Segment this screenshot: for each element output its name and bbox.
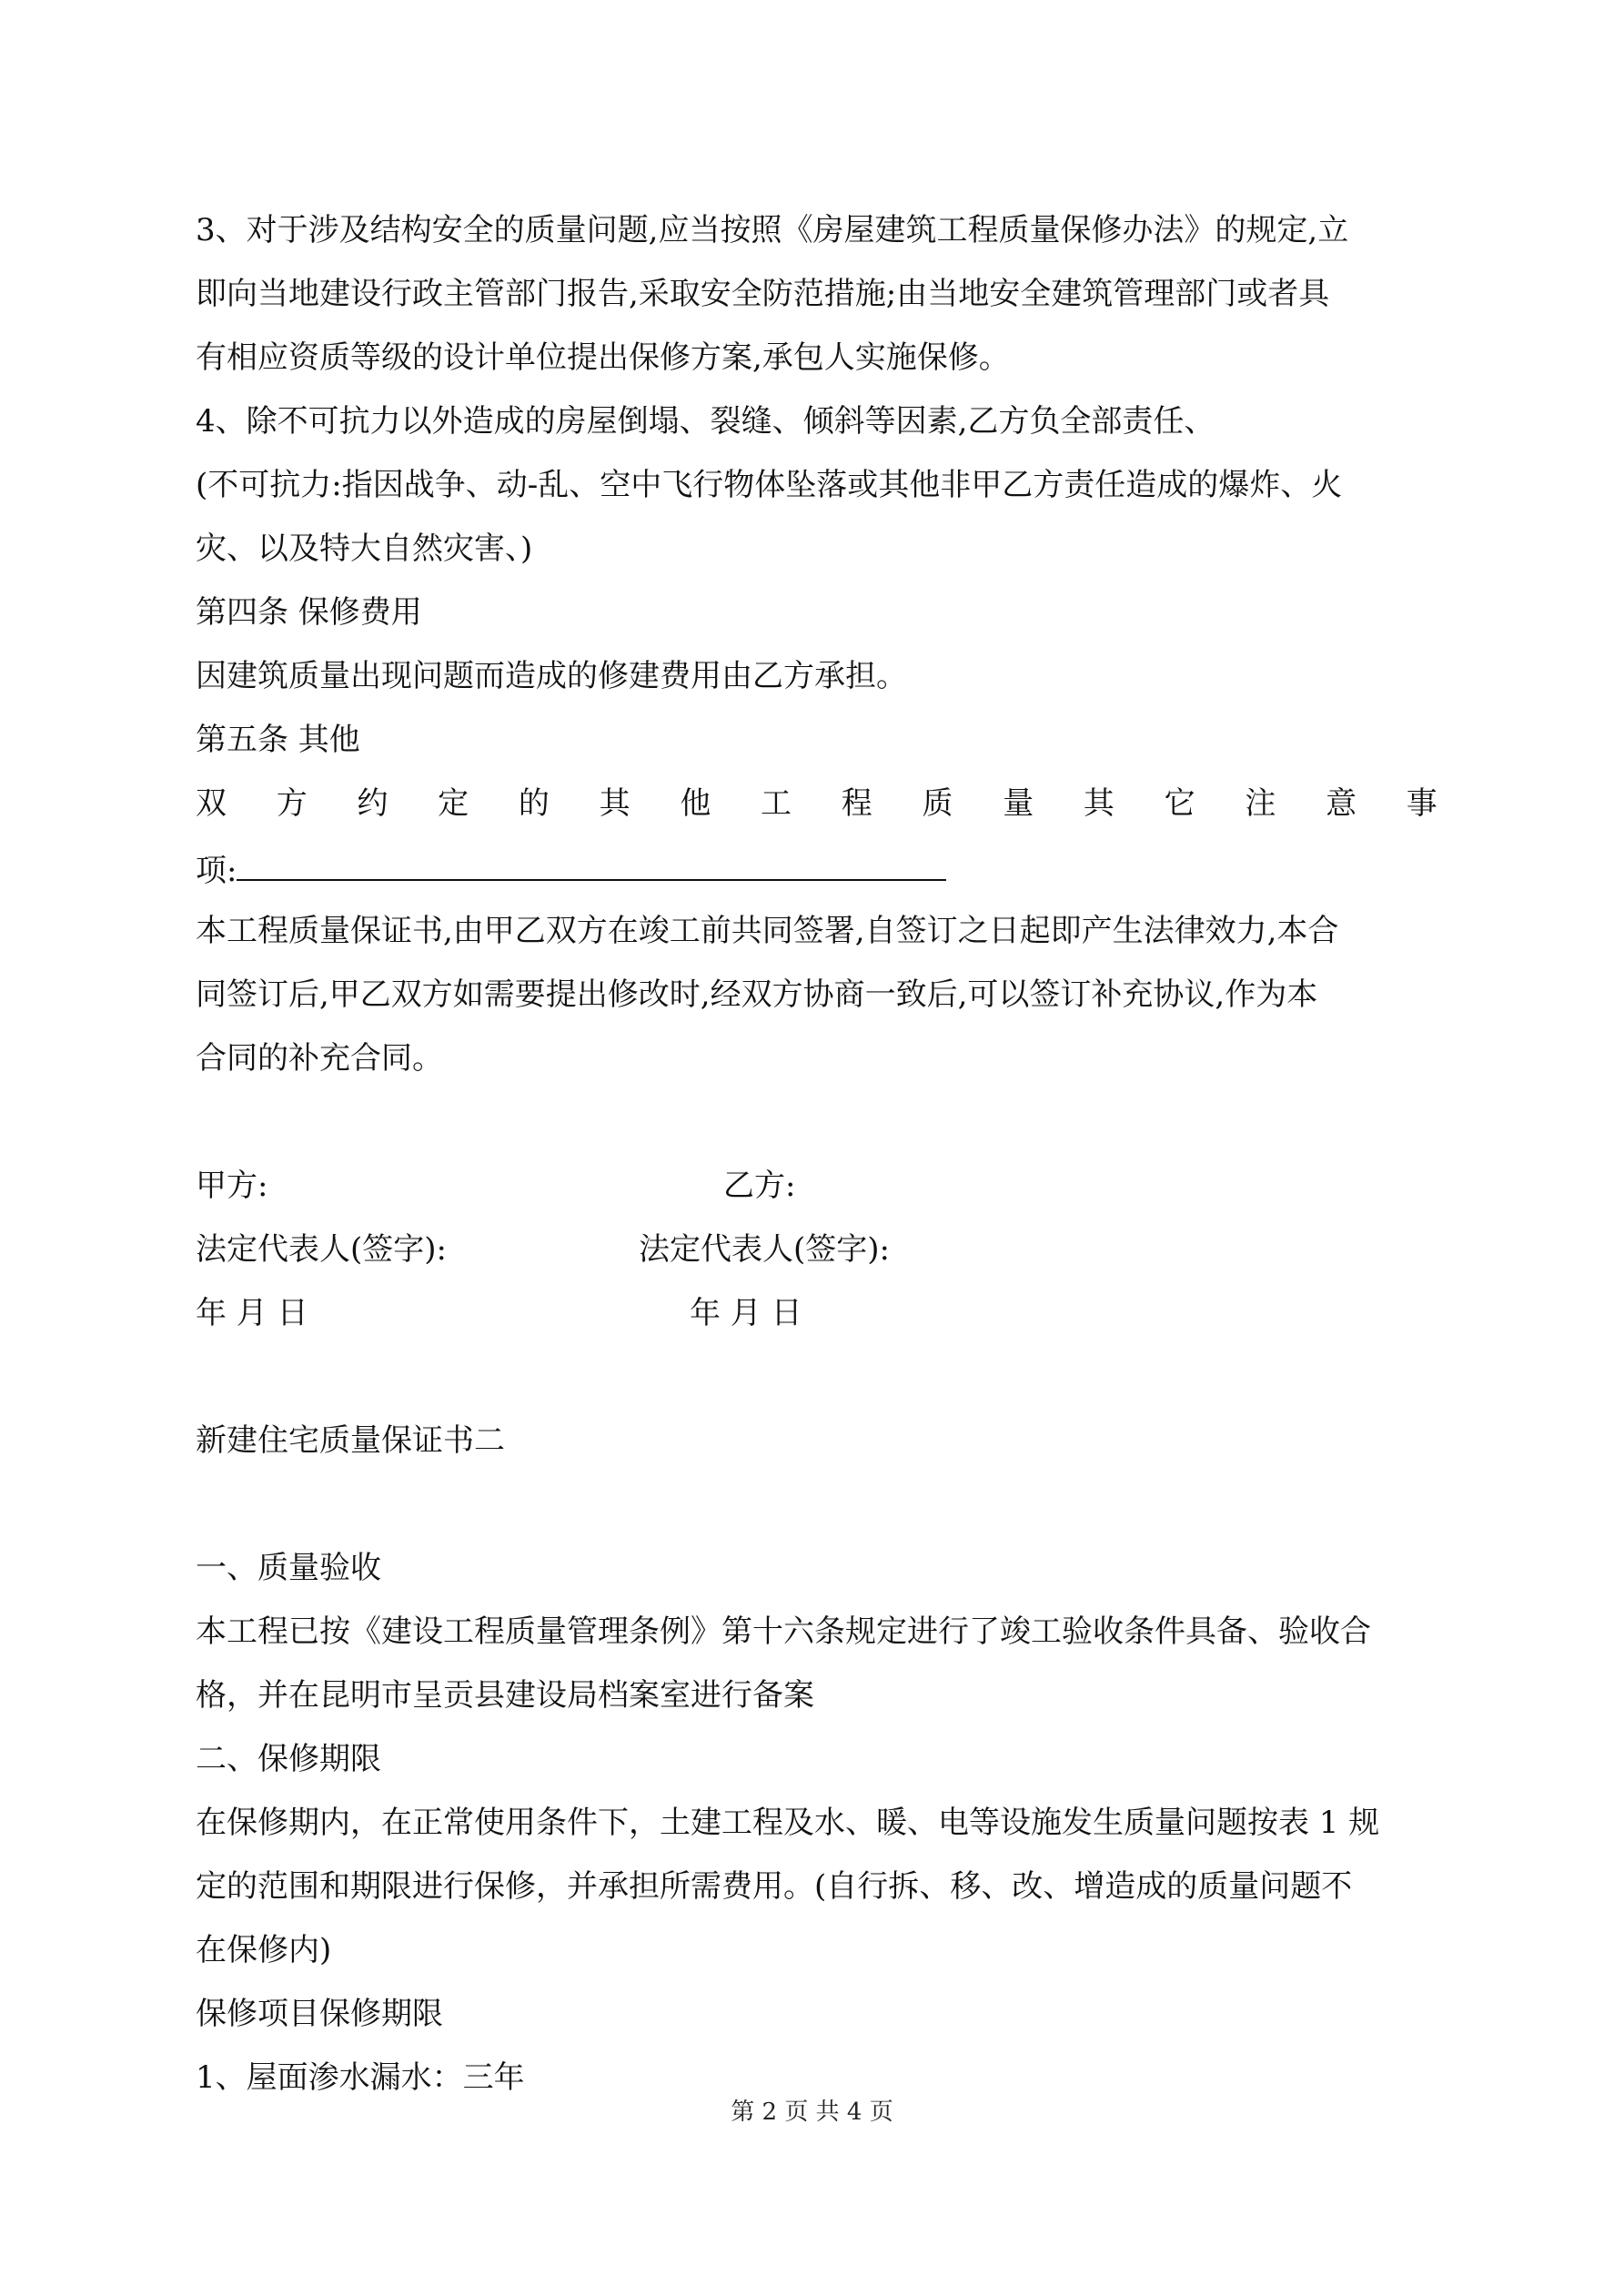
article-5-char: 他	[680, 785, 711, 822]
section-2-title: 二、保修期限	[196, 1741, 381, 1777]
article-5-tail-label: 项:	[196, 853, 237, 889]
section-1-body-line-2: 格，并在昆明市呈贡县建设局档案室进行备案	[196, 1677, 814, 1714]
section-1-body-line-1: 本工程已按《建设工程质量管理条例》第十六条规定进行了竣工验收条件具备、验收合	[196, 1613, 1371, 1650]
rep-b-label: 法定代表人(签字):	[639, 1231, 890, 1268]
validity-line-1: 本工程质量保证书,由甲乙双方在竣工前共同签署,自签订之日起即产生法律效力,本合	[196, 913, 1339, 949]
article-5-tail	[196, 835, 1437, 899]
rep-a-label: 法定代表人(签字):	[196, 1231, 447, 1268]
article-5-body-spread	[196, 772, 1437, 835]
article-5-char: 双	[196, 785, 227, 822]
section-2-body-line-1: 在保修期内，在正常使用条件下，土建工程及水、暖、电等设施发生质量问题按表 1 规	[196, 1805, 1380, 1841]
page-footer: 第 2 页 共 4 页	[731, 2099, 893, 2126]
force-majeure-line-2: 灾、以及特大自然灾害、)	[196, 531, 533, 567]
section-1-title: 一、质量验收	[196, 1550, 381, 1586]
signature-rep-row	[196, 1218, 1437, 1281]
warranty-item-1: 1、屋面渗水漏水：三年	[196, 2059, 525, 2096]
clause-3-line-3: 有相应资质等级的设计单位提出保修方案,承包人实施保修。	[196, 339, 1010, 376]
article-5-char: 它	[1164, 785, 1195, 822]
article-5-char: 方	[276, 785, 308, 822]
spacer	[196, 1345, 1437, 1409]
validity-line-3: 合同的补充合同。	[196, 1040, 443, 1077]
spacer	[196, 1472, 1437, 1536]
article-5-title: 第五条 其他	[196, 722, 360, 758]
clause-3-line-2: 即向当地建设行政主管部门报告,采取安全防范措施;由当地安全建筑管理部门或者具	[196, 276, 1330, 312]
article-5-char: 约	[357, 785, 388, 822]
article-4-body: 因建筑质量出现问题而造成的修建费用由乙方承担。	[196, 658, 907, 694]
force-majeure-line-1: (不可抗力:指因战争、动-乱、空中飞行物体坠落或其他非甲乙方责任造成的爆炸、火	[196, 467, 1343, 503]
article-5-char: 定	[438, 785, 469, 822]
article-5-char: 其	[599, 785, 630, 822]
clause-3-line-1: 3、对于涉及结构安全的质量问题,应当按照《房屋建筑工程质量保修办法》的规定,立	[196, 212, 1349, 248]
date-a-label: 年 月 日	[196, 1295, 308, 1331]
party-a-label: 甲方:	[196, 1168, 268, 1204]
spacer	[196, 1090, 1437, 1154]
doc2-title: 新建住宅质量保证书二	[196, 1422, 505, 1459]
article-5-char: 量	[1003, 785, 1034, 822]
article-5-char: 工	[761, 785, 792, 822]
article-5-char: 的	[518, 785, 550, 822]
article-5-char: 其	[1083, 785, 1115, 822]
article-5-char: 意	[1326, 785, 1357, 822]
date-b-label: 年 月 日	[690, 1295, 802, 1331]
warranty-table-header: 保修项目保修期限	[196, 1996, 443, 2032]
fill-in-blank-line	[237, 835, 946, 881]
document-body	[196, 198, 1437, 2109]
signature-party-row	[196, 1154, 1437, 1218]
article-5-char: 程	[841, 785, 873, 822]
validity-line-2: 同签订后,甲乙双方如需要提出修改时,经双方协商一致后,可以签订补充协议,作为本	[196, 976, 1318, 1013]
signature-date-row	[196, 1281, 1437, 1345]
clause-4: 4、除不可抗力以外造成的房屋倒塌、裂缝、倾斜等因素,乙方负全部责任、	[196, 403, 1215, 440]
section-2-body-line-2: 定的范围和期限进行保修，并承担所需费用。(自行拆、移、改、增造成的质量问题不	[196, 1868, 1353, 1905]
article-5-char: 事	[1406, 785, 1437, 822]
article-4-title: 第四条 保修费用	[196, 594, 422, 631]
article-5-char: 质	[922, 785, 953, 822]
section-2-body-line-3: 在保修内)	[196, 1932, 332, 1968]
article-5-char: 注	[1245, 785, 1276, 822]
party-b-label: 乙方:	[723, 1168, 796, 1204]
